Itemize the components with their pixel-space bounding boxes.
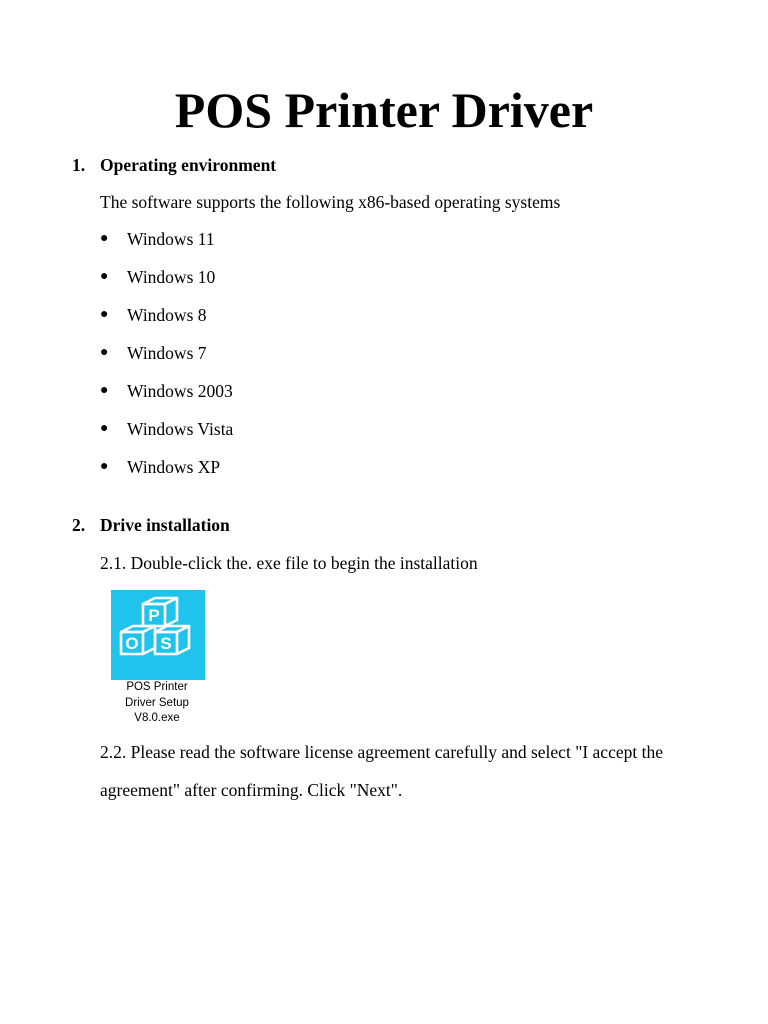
bullet-icon: ● xyxy=(100,459,109,474)
icon-label-line: V8.0.exe xyxy=(134,712,180,724)
step-2-1-text: 2.1. Double-click the. exe file to begin the installation xyxy=(100,553,478,573)
pos-setup-exe-icon[interactable] xyxy=(104,588,210,728)
list-item xyxy=(100,456,233,494)
section-2-number: 2. xyxy=(72,515,86,535)
os-name: Windows 8 xyxy=(127,305,207,325)
list-item xyxy=(100,304,233,342)
icon-label-line: POS Printer xyxy=(126,681,188,693)
icon-label-line: Driver Setup xyxy=(125,696,189,709)
icon-letter: S xyxy=(160,634,172,653)
exe-icon-label xyxy=(104,680,210,727)
bullet-icon: ● xyxy=(100,231,109,246)
pos-boxes-icon xyxy=(111,590,205,680)
list-item xyxy=(100,228,233,266)
os-list xyxy=(100,228,233,494)
section-2-heading: Drive installation xyxy=(100,515,230,535)
bullet-icon: ● xyxy=(100,383,109,398)
icon-letter: P xyxy=(148,606,160,625)
bullet-icon: ● xyxy=(100,421,109,436)
os-name: Windows Vista xyxy=(127,419,234,439)
page-title: POS Printer Driver xyxy=(174,82,594,138)
bullet-icon: ● xyxy=(100,345,109,360)
step-2-2-line-1: 2.2. Please read the software license agreement carefully and select "I accept the xyxy=(100,742,663,762)
list-item xyxy=(100,418,233,456)
os-name: Windows XP xyxy=(127,457,221,477)
os-name: Windows 10 xyxy=(127,267,216,287)
section-1-number: 1. xyxy=(72,155,86,175)
bullet-icon: ● xyxy=(100,307,109,322)
section-1-intro: The software supports the following x86-based operating systems xyxy=(100,192,561,212)
section-1-heading: Operating environment xyxy=(100,155,277,175)
os-name: Windows 2003 xyxy=(127,381,233,401)
step-2-2-line-2: agreement" after confirming. Click "Next". xyxy=(100,780,403,800)
os-name: Windows 11 xyxy=(127,229,215,249)
list-item xyxy=(100,342,233,380)
list-item xyxy=(100,380,233,418)
os-name: Windows 7 xyxy=(127,343,207,363)
exe-icon-tile xyxy=(111,590,205,680)
list-item xyxy=(100,266,233,304)
bullet-icon: ● xyxy=(100,269,109,284)
icon-letter: O xyxy=(125,634,139,653)
